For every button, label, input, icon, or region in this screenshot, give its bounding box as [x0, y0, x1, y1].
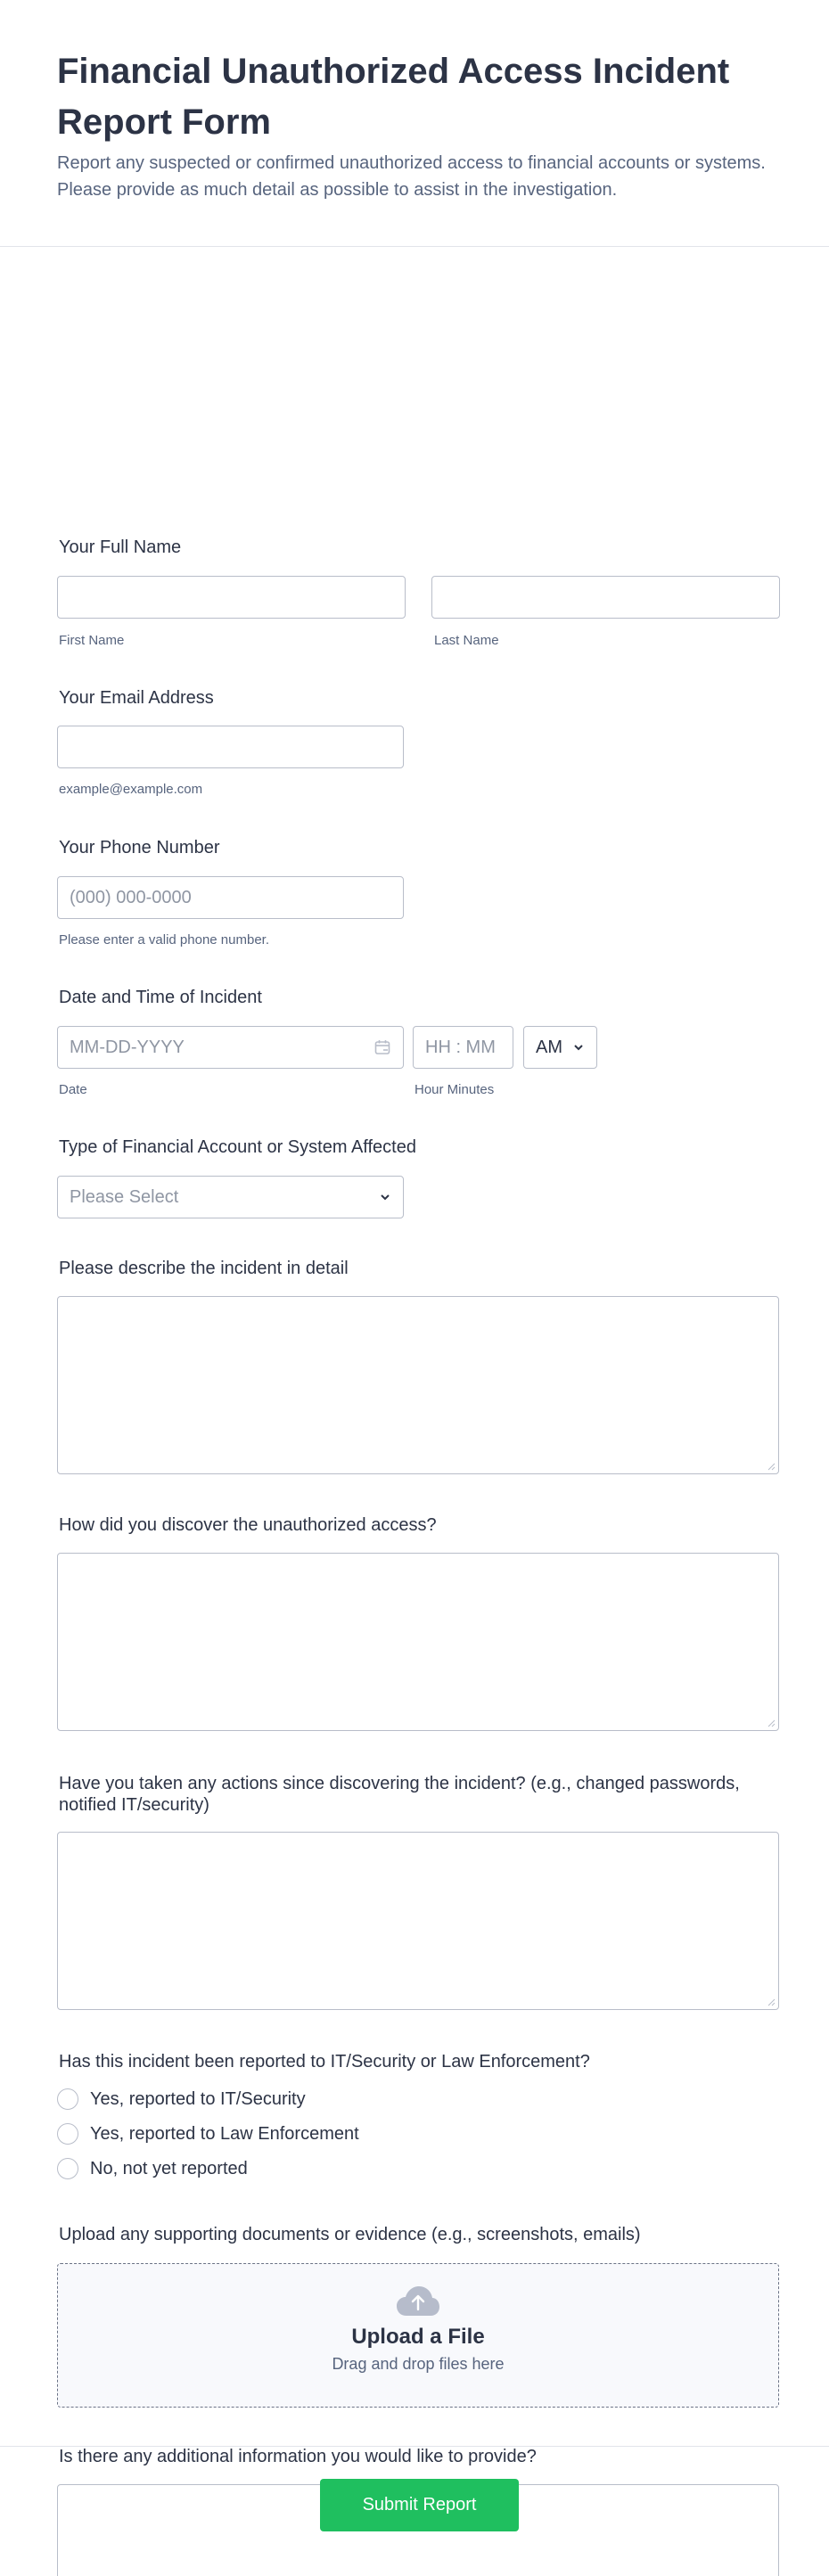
reported-label: Has this incident been reported to IT/Security or Law Enforcement? — [59, 2052, 590, 2071]
actions-label: Have you taken any actions since discovering the incident? (e.g., changed passwords, notified IT/security) — [59, 1774, 740, 1815]
email-sublabel: example@example.com — [59, 782, 203, 797]
time-sublabel: Hour Minutes — [414, 1082, 495, 1097]
account-type-label: Type of Financial Account or System Affected — [59, 1137, 416, 1157]
ampm-select[interactable] — [523, 1026, 597, 1069]
resize-handle-icon[interactable] — [767, 1462, 776, 1471]
phone-sublabel: Please enter a valid phone number. — [59, 932, 269, 948]
radio-option-law-enforcement[interactable] — [57, 2123, 359, 2145]
phone-label: Your Phone Number — [59, 838, 220, 857]
incident-datetime-label: Date and Time of Incident — [59, 988, 262, 1007]
email-label: Your Email Address — [59, 688, 214, 708]
actions-textarea[interactable] — [57, 1832, 779, 2010]
page-title: Financial Unauthorized Access Incident Report Form — [57, 52, 730, 142]
calendar-icon[interactable] — [373, 1038, 391, 1056]
account-type-select[interactable] — [57, 1176, 404, 1218]
chevron-down-icon — [379, 1191, 391, 1203]
additional-label: Is there any additional information you would like to provide? — [59, 2447, 537, 2466]
phone-placeholder: (000) 000-0000 — [70, 887, 192, 907]
first-name-input[interactable] — [57, 576, 406, 619]
radio-option-it-security[interactable] — [57, 2088, 306, 2110]
radio-label: No, not yet reported — [90, 2158, 248, 2178]
upload-label: Upload any supporting documents or evidence (e.g., screenshots, emails) — [59, 2225, 641, 2244]
date-sublabel: Date — [59, 1082, 87, 1097]
email-input[interactable] — [57, 726, 404, 768]
ampm-value: AM — [536, 1037, 562, 1057]
upload-subtitle: Drag and drop files here — [332, 2355, 505, 2373]
phone-input[interactable] — [57, 876, 404, 919]
radio-label: Yes, reported to Law Enforcement — [90, 2123, 359, 2144]
discover-label: How did you discover the unauthorized access? — [59, 1515, 437, 1535]
form-header — [0, 0, 829, 247]
last-name-input[interactable] — [431, 576, 780, 619]
radio-button[interactable] — [57, 2158, 78, 2179]
date-input[interactable] — [57, 1026, 404, 1069]
date-placeholder: MM-DD-YYYY — [70, 1037, 185, 1057]
cloud-upload-icon — [396, 2285, 440, 2318]
first-name-sublabel: First Name — [59, 633, 125, 648]
last-name-sublabel: Last Name — [434, 633, 499, 648]
describe-label: Please describe the incident in detail — [59, 1259, 349, 1278]
full-name-label: Your Full Name — [59, 537, 182, 557]
resize-handle-icon[interactable] — [767, 1719, 776, 1727]
upload-title: Upload a File — [351, 2325, 485, 2349]
radio-option-not-reported[interactable] — [57, 2158, 248, 2179]
file-upload-dropzone[interactable] — [57, 2263, 779, 2408]
time-placeholder: HH : MM — [425, 1037, 496, 1057]
chevron-down-icon — [572, 1041, 585, 1054]
time-input[interactable] — [413, 1026, 513, 1069]
page-subtitle: Report any suspected or confirmed unauthorized access to financial accounts or systems. Please provide as much detail as possible to assist in the investigation. — [57, 153, 766, 200]
radio-button[interactable] — [57, 2088, 78, 2110]
radio-label: Yes, reported to IT/Security — [90, 2088, 306, 2109]
describe-textarea[interactable] — [57, 1296, 779, 1474]
submit-button[interactable]: Submit Report — [320, 2479, 519, 2531]
radio-button[interactable] — [57, 2123, 78, 2145]
account-type-placeholder: Please Select — [70, 1186, 179, 1207]
resize-handle-icon[interactable] — [767, 1998, 776, 2006]
discover-textarea[interactable] — [57, 1553, 779, 1731]
